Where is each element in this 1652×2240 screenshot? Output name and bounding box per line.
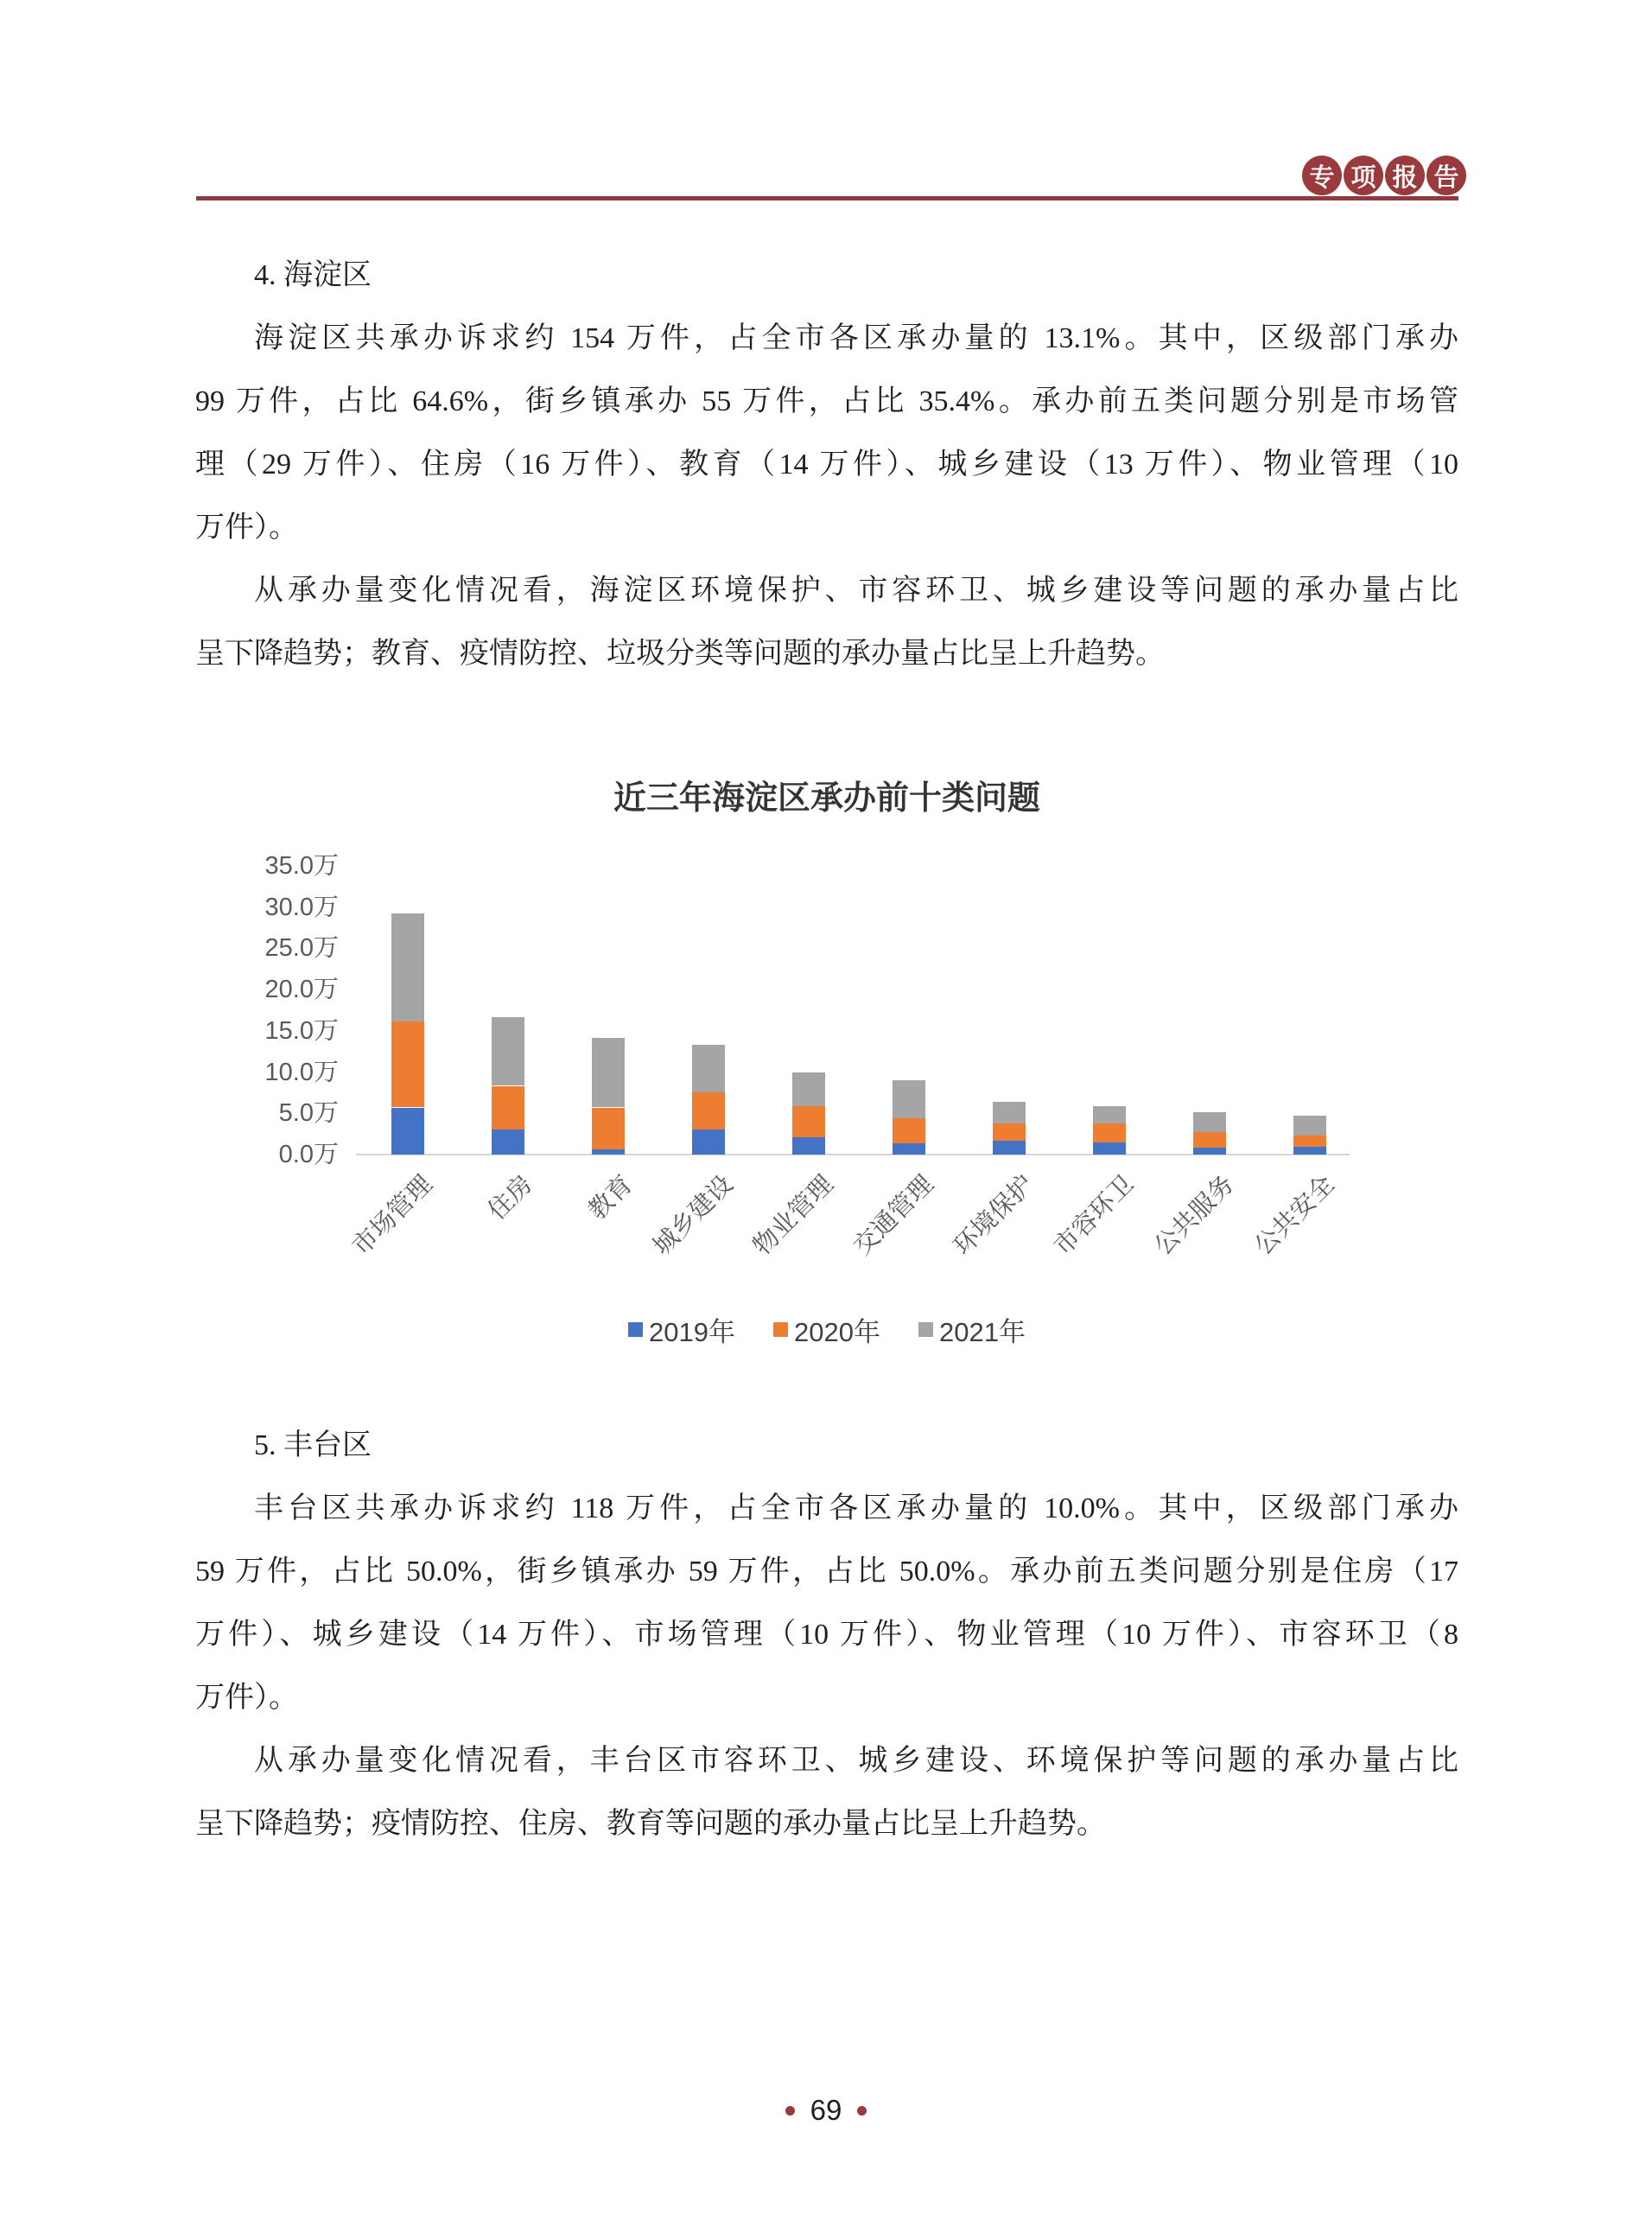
bar-segment-2020年-公共安全	[1293, 1136, 1326, 1147]
y-axis-tick-label: 0.0万	[278, 1141, 339, 1168]
y-axis-tick-label: 5.0万	[278, 1099, 339, 1127]
y-axis-tick-label: 35.0万	[264, 852, 339, 880]
bar-segment-2019年-公共安全	[1293, 1147, 1326, 1155]
bar-segment-2019年-城乡建设	[692, 1130, 725, 1155]
bar-segment-2019年-教育	[592, 1149, 625, 1155]
bar-segment-2020年-公共服务	[1193, 1132, 1226, 1148]
bar-segment-2020年-市场管理	[391, 1021, 424, 1107]
section-heading: 5. 丰台区	[254, 1429, 372, 1461]
bar-segment-2020年-城乡建设	[692, 1092, 725, 1130]
body-text-line: 从承办量变化情况看，丰台区市容环卫、城乡建设、环境保护等问题的承办量占比	[254, 1745, 1458, 1777]
bar-segment-2021年-公共服务	[1193, 1112, 1226, 1132]
section-heading: 4. 海淀区	[254, 259, 372, 291]
legend-swatch-icon	[628, 1322, 643, 1337]
body-text-line: 万件）。	[195, 1682, 298, 1714]
bar-segment-2021年-环境保护	[993, 1102, 1026, 1123]
y-axis-tick-label: 25.0万	[264, 934, 339, 962]
y-axis-tick-label: 10.0万	[264, 1059, 339, 1086]
body-text-line: 呈下降趋势；疫情防控、住房、教育等问题的承办量占比呈上升趋势。	[195, 1808, 1106, 1840]
bar-segment-2021年-城乡建设	[692, 1045, 725, 1092]
body-text-line: 海淀区共承办诉求约 154 万件，占全市各区承办量的 13.1%。其中，区级部门承办	[254, 322, 1458, 354]
y-axis-tick-label: 15.0万	[264, 1017, 339, 1045]
report-badge-char-1: 项	[1344, 156, 1383, 195]
legend-item-2021年	[918, 1310, 1026, 1349]
legend-item-2019年	[628, 1310, 735, 1349]
bar-segment-2019年-交通管理	[893, 1143, 925, 1155]
bar-segment-2020年-物业管理	[792, 1106, 825, 1137]
y-axis-tick-label: 20.0万	[264, 976, 339, 1003]
bar-segment-2021年-市容环卫	[1093, 1106, 1126, 1123]
x-axis-category-label: 市容环卫	[1049, 1170, 1140, 1261]
x-axis-category-label: 交通管理	[848, 1170, 939, 1261]
bar-segment-2019年-市场管理	[391, 1108, 424, 1155]
body-text-line: 从承办量变化情况看，海淀区环境保护、市容环卫、城乡建设等问题的承办量占比	[254, 575, 1458, 607]
bar-segment-2021年-物业管理	[792, 1072, 825, 1106]
x-axis-category-label: 教育	[583, 1170, 639, 1225]
legend-label: 2020年	[794, 1316, 880, 1347]
bar-segment-2020年-教育	[592, 1108, 625, 1149]
bar-segment-2019年-环境保护	[993, 1141, 1026, 1155]
footer-dot-left	[785, 2106, 795, 2116]
bar-segment-2019年-物业管理	[792, 1137, 825, 1155]
report-badge-char-3: 告	[1426, 156, 1466, 195]
x-axis-category-label: 住房	[483, 1170, 538, 1225]
x-axis-category-label: 城乡建设	[648, 1170, 739, 1261]
legend-item-2020年	[773, 1310, 880, 1349]
body-text-line: 理（29 万件）、住房（16 万件）、教育（14 万件）、城乡建设（13 万件）、物业管理（10	[195, 449, 1458, 480]
x-axis-category-label: 公共安全	[1249, 1170, 1340, 1261]
legend-swatch-icon	[918, 1322, 933, 1337]
body-text-line: 万件）、城乡建设（14 万件）、市场管理（10 万件）、物业管理（10 万件）、市容环卫（8	[195, 1619, 1458, 1651]
legend-label: 2019年	[649, 1316, 736, 1347]
bar-segment-2019年-公共服务	[1193, 1148, 1226, 1155]
legend-label: 2021年	[938, 1316, 1026, 1347]
body-text-line: 99 万件，占比 64.6%，街乡镇承办 55 万件，占比 35.4%。承办前五类问题分别是市场管	[195, 385, 1458, 417]
x-axis-category-label: 环境保护	[949, 1170, 1039, 1261]
page-footer	[0, 2093, 1652, 2128]
bar-segment-2020年-市容环卫	[1093, 1123, 1126, 1142]
bar-segment-2020年-交通管理	[893, 1118, 925, 1143]
bar-segment-2021年-交通管理	[893, 1080, 925, 1118]
bar-segment-2021年-公共安全	[1293, 1116, 1326, 1136]
report-badge-char-0: 专	[1302, 156, 1342, 195]
header-report-badge	[1302, 156, 1466, 195]
bar-segment-2021年-住房	[492, 1017, 524, 1085]
x-axis-category-label: 物业管理	[748, 1170, 839, 1261]
bar-segment-2020年-环境保护	[993, 1123, 1026, 1141]
y-axis-tick-label: 30.0万	[264, 894, 339, 921]
bar-segment-2020年-住房	[492, 1086, 524, 1130]
x-axis-category-label: 公共服务	[1149, 1170, 1240, 1261]
report-badge-char-2: 报	[1385, 156, 1425, 195]
x-axis-category-label: 市场管理	[347, 1170, 438, 1261]
chart-legend	[195, 1312, 1458, 1346]
body-text-line: 59 万件，占比 50.0%，街乡镇承办 59 万件，占比 50.0%。承办前五类问题分别是住房（17	[195, 1556, 1458, 1588]
chart-title: 近三年海淀区承办前十类问题	[613, 780, 1040, 817]
section-haidian	[195, 244, 1458, 685]
header-rule	[196, 196, 1458, 200]
footer-dot-right	[857, 2106, 867, 2116]
section-fengtai	[195, 1414, 1458, 1855]
bar-segment-2021年-教育	[592, 1038, 625, 1107]
legend-swatch-icon	[773, 1322, 788, 1337]
body-text-line: 丰台区共承办诉求约 118 万件，占全市各区承办量的 10.0%。其中，区级部门承办	[254, 1492, 1458, 1524]
bar-segment-2019年-住房	[492, 1129, 524, 1155]
body-text-line: 呈下降趋势；教育、疫情防控、垃圾分类等问题的承办量占比呈上升趋势。	[195, 638, 1165, 670]
bar-segment-2021年-市场管理	[391, 913, 424, 1021]
bar-segment-2019年-市容环卫	[1093, 1142, 1126, 1155]
page-number: 69	[810, 2094, 842, 2126]
body-text-line: 万件）。	[195, 512, 298, 544]
